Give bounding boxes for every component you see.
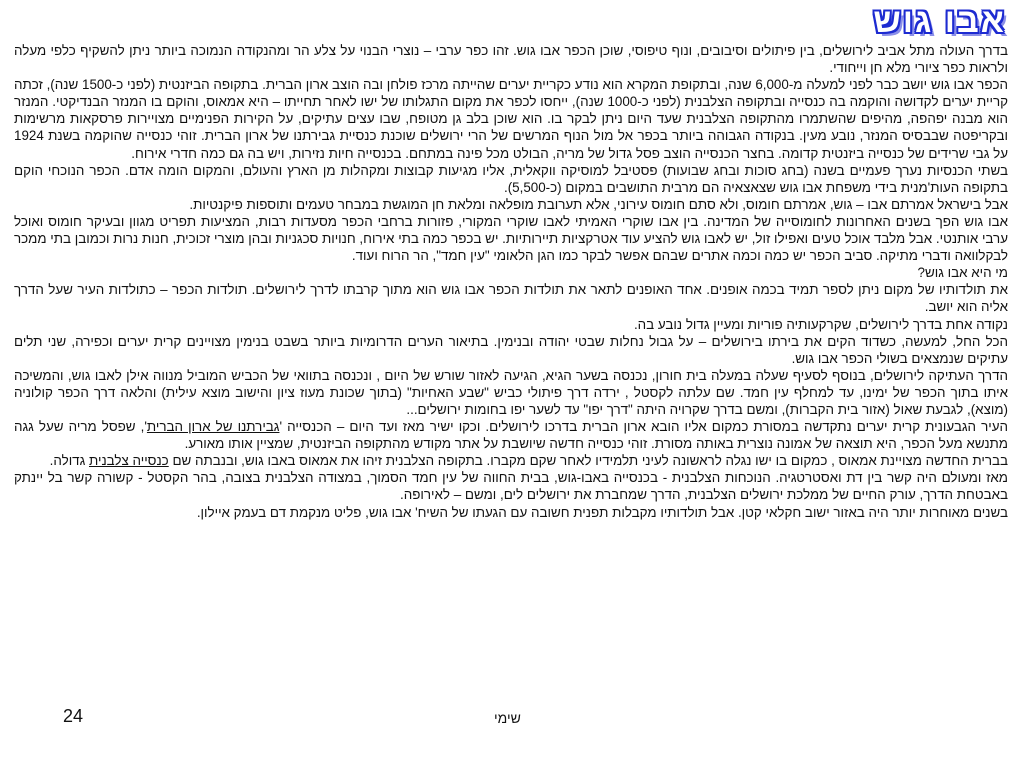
paragraph: אבל בישראל אמרתם אבו – גוש, אמרתם חומוס, ולא סתם חומוס עירוני, אלא תערובת מופלאה ומלאת חן המוגשת במבחר טעמים ותוספות פיקנטיות.	[189, 196, 1008, 212]
section-question: מי היא אבו גוש?	[917, 265, 1008, 281]
paragraph: בשתי הכנסיות נערך פעמיים בשנה (בחג סוכות ובחג שבועות) פסטיבל למוסיקה ווקאלית, אליו מגיעות קבוצות ומקהלות מן הארץ והעולם, והמקום הומה אדם. הכפר הנוכחי הוקם בתקופה העות'מנית בידי משפחת אבו גוש שצאצאיה הם מרבית התושבים במקום (כ-5,500).	[14, 162, 1008, 195]
paragraph: בשנים מאוחרות יותר היה באזור ישוב חקלאי קטן. אבל תולדותיו מקבלות תפנית חשובה עם הגעתו של השיח' אבו גוש, פליט מנקמת דם בעמק איילון.	[196, 504, 1008, 520]
paragraph-text: בברית החדשה מצויינת אמאוס , כמקום בו ישו נגלה לראשונה לעיני תלמידיו לאחר שקם מקברו. בתקופה הצלבנית זיהו את אמאוס באבו גוש, ובנבתה שם	[168, 453, 1008, 469]
paragraph-text: ', שפסל מריה שעל גגה מתנשא מעל הכפר, היא תוצאה של אמונה נוצרית באותה מסורת. זוהי כנסייה חדשה שיושבת על אתר מקודש מהתקופה הביזנטית, שמציין אותו מאורע.	[14, 419, 1008, 452]
paragraph: הכפר אבו גוש יושב כבר לפני למעלה מ-6,000 שנה, ובתקופת המקרא הוא נודע כקריית יערים שהייתה מרכז פולחן ובה הוצב ארון הברית. בתקופה הביזנטית (לפני כ-1500 שנה), זכתה קריית יערים לקדושה והוקמה בה כנסייה ובתקופה הצלבנית (לפני כ-1000 שנה), ייחסו לכפר את מקום התגלותו של ישו לאחר תחייתו – היא אמאוס, והוקם בו המנזר הבנדיקטי. המנזר הוא מבנה יפהפה, מהיפים שהשתמרו מהתקופה הצלבנית שעד היום ניתן לבקר בו. הוא שוכן בלב גן מטופח, שבו עצים עתיקים, על הקירות הפנימיים מצויירות פרסקאות מרשימות ובקריפטה שבבסיס המנזר, נובע מעין. בנקודה הגבוהה ביותר בכפר אל מול הנוף המרשים של הרי ירושלים שוכנת כנסיית גבירתנו של ארון הברית. זוהי כנסייה שהוקמה בשנת 1924 על גבי שרידים של כנסייה ביזנטית קדומה. בחצר הכנסייה הוצב פסל גדול של מריה, הבולט מכל פינה במתחם. בכנסייה חיות נזירות, ויש בה גם כמה חדרי אירוח.	[14, 77, 1009, 161]
paragraph-text: גדולה.	[49, 453, 89, 469]
paragraph: את תולדותיו של מקום ניתן לספר תמיד בכמה אופנים. אחד האופנים לתאר את תולדות הכפר אבו גוש הוא מתוך קרבתו לדרך לירושלים. תולדות הכפר – כתולדות העיר שעל הדרך אליה הוא יושב.	[14, 282, 1008, 315]
paragraph-text: העיר הגבעונית קרית יערים נתקדשה במסורת כמקום אליו הובא ארון הברית בדרכו לירושלים. וכקו ישיר מאז ועד היום – הכנסייה '	[279, 419, 1008, 435]
paragraph: אבו גוש הפך בשנים האחרונות לחומוסייה של המדינה. בין אבו שוקרי האמיתי לאבו שוקרי המקורי, פזורות ברחבי הכפר מסעדות רבות, המציעות תפריט מגוון ובעיקר חומוס ואוכל ערבי אותנטי. אבל מלבד אוכל טעים ואפילו זול, יש לאבו גוש להציע עוד אטרקציות תיירותיות. יש בכפר כמה בתי אירוח, חנויות סכגניות ובהן מוצרי זכוכית, חנות נרות וכמובן בתי ממכר לבקלוואה ודברי מתיקה. סביב הכפר יש כמה וכמה אתרים שבהם אפשר לבקר כמו הגן הלאומי "עין חמד", הר הרוח ועוד.	[14, 213, 1008, 264]
paragraph: מאז ומעולם היה קשר בין דת ואסטרטגיה. הנוכחות הצלבנית - בכנסייה באבו-גוש, בבית החווה של עין חמד הסמוך, במצודה הצלבנית בצובה, בהר הקסטל - קשורה קשר בל יינתק באבטחת הדרך, עורק החיים של ממלכת ירושלים הצלבנית, הדרך שמחברת את ירושלים לים, ומשם – לאירופה.	[14, 470, 1008, 503]
paragraph	[14, 452, 1008, 469]
article-body	[14, 42, 1008, 521]
crusader-church-link[interactable]: כנסייה צלבנית	[88, 453, 169, 469]
paragraph: הדרך העתיקה לירושלים, בנוסף לסעיף שעלה במעלה בית חורון, נכנסה בשער הגיא, הגיעה לאזור שורש של היום , ונכנסה בתוואי של הכביש המוביל מנווה אילן לאבו גוש, והמשיכה איתו בתוך הכפר של ימינו, עד למחלף עין חמד. שם עלתה לקסטל , ירדה דרך פיתולי כביש "שבע האחיות" (בתוך שכונת מעוז ציון והישוב מוצא עילית) והלאה דרך הכפר קולוניה (מוצא), לגבעת שאול (אזור בית הקברות), ומשם בדרך שקרויה היתה "דרך יפו" עד לשער יפו בחומות ירושלים...	[14, 367, 1008, 417]
footer-author: שימי	[494, 710, 521, 726]
paragraph	[14, 418, 1008, 452]
paragraph: בדרך העולה מתל אביב לירושלים, בין פיתולים וסיבובים, ונוף טיפוסי, שוכן הכפר אבו גוש. זהו כפר ערבי – נוצרי הבנוי על צלע הר ומהנקודה הנמוכה ביותר ניתן להשקיף כלפי מעלה ולראות כפר ציורי מלא חן וייחודי.	[14, 43, 1008, 76]
page-title: אבו גוש	[873, 2, 1006, 40]
page-number: 24	[63, 706, 84, 726]
paragraph: הכל החל, למעשה, כשדוד הקים את בירתו בירושלים – על גבול נחלות שבטי יהודה ובנימין. בתיאור הערים הדרומיות ביותר בשבט בנימין מצויינים קרית יערים וכפירה, שני תלים עתיקים שנמצאים בשולי הכפר אבו גוש.	[14, 333, 1008, 366]
paragraph: נקודה אחת בדרך לירושלים, שקרקעותיה פוריות ומעיין גדול נובע בה.	[633, 316, 1008, 332]
ark-church-link[interactable]: גבירתנו של ארון הברית	[146, 419, 280, 435]
